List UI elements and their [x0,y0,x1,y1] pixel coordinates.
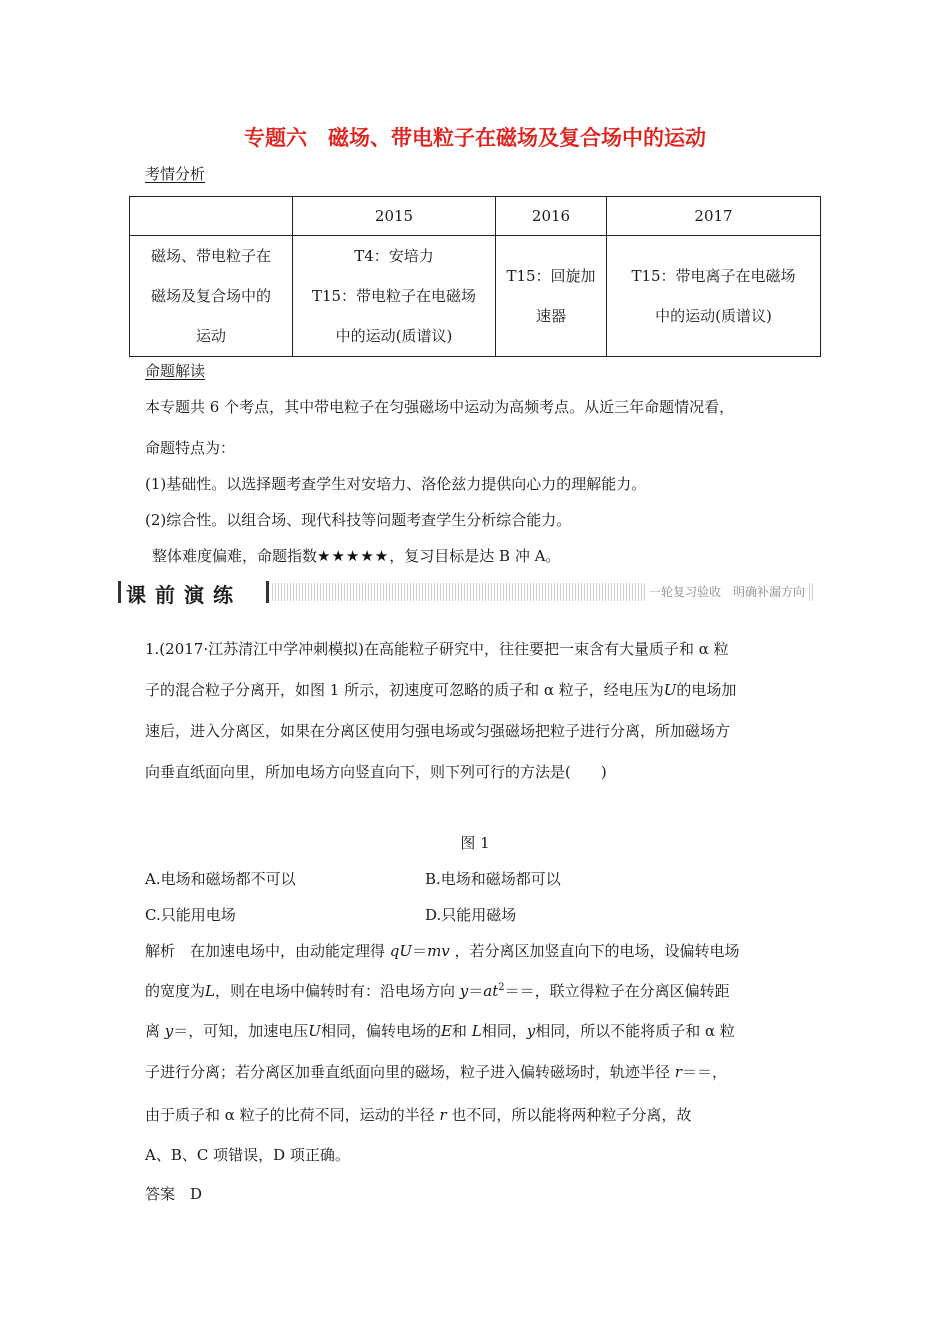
reading-line: 命题特点为： [145,439,236,457]
reading-line: 本专题共 6 个考点，其中带电粒子在匀强磁场中运动为高频考点。从近三年命题情况看， [145,398,735,416]
solution-text: 的宽度为 [145,982,206,1000]
header-cell-2015: 2015 [293,197,496,236]
cell-line: 速器 [535,307,566,325]
header-cell-2017: 2017 [607,197,821,236]
question-text: 的电场加 [676,681,737,699]
solution-text: 也不同，所以能将两种粒子分离，故 [451,1106,692,1124]
solution-text: 相同，偏转电场的 [320,1022,441,1040]
answer-line: 答案 D [145,1185,203,1203]
question-line [145,679,736,700]
var-qu: qU [389,942,413,960]
solution-line [145,980,730,1001]
solution-text: ，若分离区加竖直向下的电场，设偏转电场 [454,942,740,960]
banner-divider [118,581,121,603]
solution-text: 由于质子和 α 粒子的比荷不同，运动的半径 [145,1106,435,1124]
solution-text: ＝ [468,982,484,1000]
question-line: 1.(2017·江苏清江中学冲刺模拟)在高能粒子研究中，往往要把一束含有大量质子和 α 粒 [145,640,729,658]
cell-2017 [607,236,821,357]
row-label-line: 运动 [195,327,226,345]
solution-text: 和 [451,1022,467,1040]
solution-text: ＝＝， [681,1063,727,1081]
solution-text: ＝＝，联立得粒子在分离区偏转距 [504,982,730,1000]
option-d[interactable]: D.只能用磁场 [425,906,517,924]
banner-subtitle: 一轮复习验收 明确补漏方向 [645,582,809,602]
header-cell-2016: 2016 [496,197,607,236]
cell-line: T4：安培力 [354,247,434,265]
solution-text: ＝，可知，加速电压 [173,1022,309,1040]
star-rating: ★★★★★ [317,547,390,565]
analysis-label: 考情分析 [145,165,206,183]
solution-text: ＝ [412,942,428,960]
difficulty-prefix: 整体难度偏难，命题指数 [152,547,318,565]
var-mv: mv [427,942,450,960]
banner-title: 课前演练 [126,583,242,607]
solution-text: 子进行分离；若分离区加垂直纸面向里的磁场，粒子进入偏转磁场时，轨迹半径 [145,1063,671,1081]
question-text: 子的混合粒子分离开，如图 1 所示，初速度可忽略的质子和 α 粒子，经电压为 [145,681,664,699]
solution-text: 相同， [481,1022,527,1040]
reading-label: 命题解读 [145,362,206,380]
var-at: at [483,982,499,1000]
solution-line [145,940,740,961]
option-a[interactable]: A.电场和磁场都不可以 [145,870,296,888]
page-title: 专题六 磁场、带电粒子在磁场及复合场中的运动 [244,126,706,150]
var-r: r [439,1106,447,1124]
cell-2015 [293,236,496,357]
solution-line [145,1104,691,1125]
cell-2016 [496,236,607,357]
var-y: y [164,1022,174,1040]
difficulty-line [152,545,560,566]
solution-line [145,1061,727,1082]
var-y: y [526,1022,536,1040]
var-u: U [663,681,677,699]
header-cell-empty [130,197,293,236]
solution-text: 解析 在加速电场中，由动能定理得 [145,942,386,960]
solution-line: A、B、C 项错误，D 项正确。 [145,1146,350,1164]
option-b[interactable]: B.电场和磁场都可以 [425,870,561,888]
cell-line: 中的运动(质谱议) [335,327,453,345]
superscript: 2 [498,982,505,993]
option-c[interactable]: C.只能用电场 [145,906,236,924]
row-label-cell [130,236,293,357]
var-u: U [308,1022,321,1040]
cell-line: T15：带电离子在电磁场 [631,267,796,285]
reading-line: (1)基础性。以选择题考查学生对安培力、洛伦兹力提供向心力的理解能力。 [145,475,647,493]
row-label-line: 磁场及复合场中的 [150,287,271,305]
question-line: 速后，进入分离区，如果在分离区使用匀强电场或匀强磁场把粒子进行分离，所加磁场方 [145,722,731,740]
table-header-row [130,197,821,236]
row-label-line: 磁场、带电粒子在 [150,247,271,265]
cell-line: T15：带电粒子在电磁场 [311,287,477,305]
solution-text: 离 [145,1022,161,1040]
solution-text: ，则在电场中偏转时有：沿电场方向 [214,982,455,1000]
solution-text: 相同，所以不能将质子和 α 粒 [535,1022,735,1040]
cell-line: T15：回旋加 [506,267,596,285]
var-y: y [459,982,469,1000]
table-row [130,236,821,357]
figure-caption: 图 1 [460,834,490,852]
var-l: L [205,982,215,1000]
solution-line [145,1020,735,1041]
difficulty-suffix: ，复习目标是达 B 冲 A。 [389,547,561,565]
section-banner [118,579,813,605]
banner-divider [266,581,269,603]
var-l: L [471,1022,482,1040]
var-r: r [674,1063,682,1081]
reading-line: (2)综合性。以组合场、现代科技等问题考查学生分析综合能力。 [145,511,572,529]
question-line: 向垂直纸面向里，所加电场方向竖直向下，则下列可行的方法是( ) [145,763,607,781]
var-e: E [440,1022,452,1040]
cell-line: 中的运动(质谱议) [655,307,772,325]
analysis-table [129,196,821,357]
